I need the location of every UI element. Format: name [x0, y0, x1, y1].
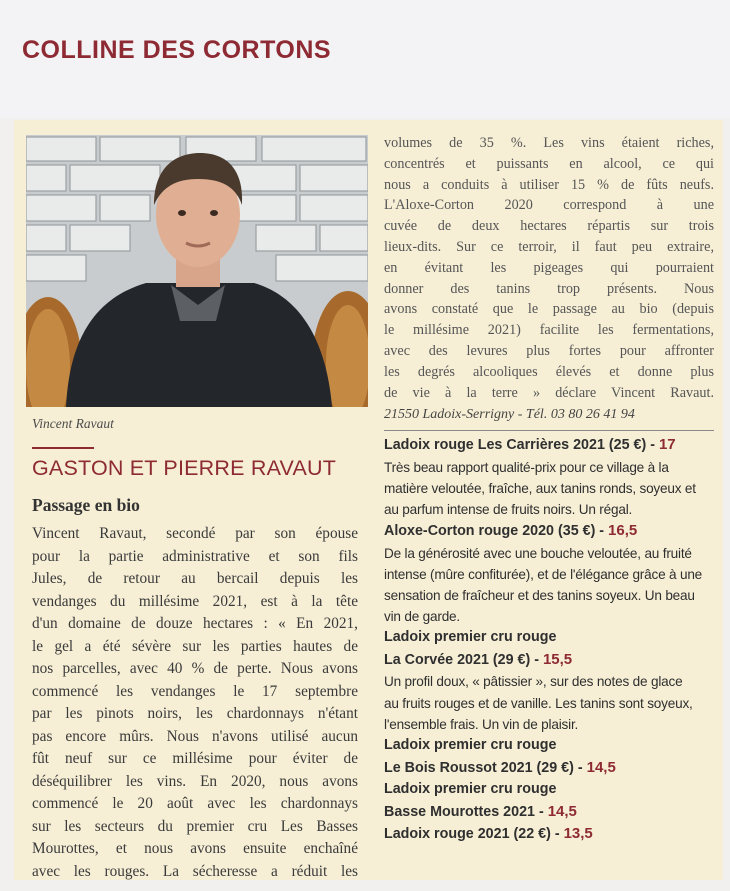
wine-name-text: Aloxe-Corton rouge 2020 (35 €) - [384, 523, 609, 540]
wine-name [384, 520, 716, 543]
body-line: nous a conduits à utiliser 15 % de fûts neufs. [384, 176, 714, 193]
body-line: volumes de 35 %. Les vins étaient riches, [384, 135, 714, 151]
portrait-illustration [26, 135, 368, 407]
contact-line: 21550 Ladoix-Serrigny - Tél. 03 80 26 41 94 [384, 407, 635, 422]
body-line: sur les secteurs du premier cru Les Basses [32, 817, 358, 835]
wine-tasting-note: l'ensemble frais. Un vin de plaisir. [384, 716, 579, 732]
article-body-left [32, 523, 358, 883]
article-body-right [384, 133, 714, 403]
wine-tasting-note: matière veloutée, fraîche, aux tanins ronds, soyeux et [384, 480, 696, 496]
body-line: vendanges du millésime 2021, est à la tête [32, 592, 358, 610]
wine-entry [384, 520, 716, 627]
body-line: fût neuf sur ce millésime pour éviter de [32, 750, 358, 767]
wine-name-text: Ladoix premier cru rouge [384, 737, 557, 754]
body-line: Mourottes, et nous avons ensuite enchaîné [32, 840, 358, 857]
body-line: donner des tanins trop présents. Nous [384, 280, 714, 297]
body-line: commencé les vendanges le 17 septembre [32, 682, 358, 700]
wine-tasting-note: Très beau rapport qualité-prix pour ce village à la [384, 459, 669, 475]
body-line: pour la partie administrative et son fils [32, 547, 358, 565]
body-line: d'un domaine de douze hectares : « En 2021, [32, 615, 358, 632]
wine-score: 16,5 [608, 522, 638, 540]
wine-name-text: Ladoix premier cru rouge [384, 781, 557, 798]
body-line: pas encore mûrs. Nous n'avons utilisé aucun [32, 727, 358, 745]
photo-caption: Vincent Ravaut [32, 416, 114, 431]
wine-name-text: Le Bois Roussot 2021 (29 €) - [384, 759, 587, 776]
body-line: de vie à la terre » déclare Vincent Ravaut. [384, 384, 714, 401]
wine-score: 15,5 [542, 650, 573, 668]
wine-tasting-note: De la générosité avec une bouche veloutée, au fruité [384, 545, 692, 561]
body-line: cuvée de deux hectares répartis sur trois [384, 218, 714, 235]
wine-entry [384, 779, 716, 823]
body-line: avec les rouges. La sécheresse a réduit les [32, 862, 358, 880]
portrait-photo [26, 135, 368, 407]
body-line: avons constaté que le passage au bio (depuis [384, 301, 714, 318]
body-line: en évitant les pigeages qui pourraient [384, 259, 714, 276]
wine-entry [384, 735, 716, 779]
section-title: COLLINE DES CORTONS [22, 36, 332, 64]
wine-tasting-note: au fruits rouges et de vanille. Les tanins sont soyeux, [384, 695, 693, 711]
wine-name [384, 757, 716, 780]
wine-tasting-note: sensation de fraîcheur et des tanins soyeux. Un beau [384, 588, 695, 604]
body-line: le gel a été sévère sur les parties hautes de [32, 637, 358, 655]
wine-name [384, 735, 716, 757]
body-line: L'Aloxe-Corton 2020 correspond à une [384, 197, 714, 214]
wine-name-text: La Corvée 2021 (29 €) - [384, 651, 543, 668]
wine-list [384, 434, 716, 846]
wine-tasting-note: au parfum intense de fruits noirs. Un régal. [384, 501, 633, 517]
body-line: lieux-dits. Sur ce terroir, il faut peu extraire, [384, 238, 714, 255]
divider [384, 430, 714, 431]
wine-tasting-note: vin de garde. [384, 609, 460, 625]
wine-entry [384, 823, 716, 846]
wine-entry [384, 627, 716, 735]
body-line: les degrés alcooliques élevés et donne plus [384, 363, 714, 380]
wine-name [384, 823, 716, 846]
wine-tasting-note: Un profil doux, « pâtissier », sur des notes de glace [384, 674, 683, 690]
wine-name-text: Ladoix rouge 2021 (22 €) - [384, 826, 564, 843]
wine-score: 17 [658, 436, 676, 453]
wine-name [384, 801, 716, 824]
body-line: par les pinots noirs, les chardonnays n'étant [32, 705, 358, 722]
wine-name [384, 434, 716, 457]
wine-tasting-note: intense (mûre confiturée), et de l'élégance grâce à une [384, 566, 703, 582]
accent-rule [32, 447, 94, 449]
article-subtitle: Passage en bio [32, 495, 140, 515]
wine-score: 14,5 [586, 758, 616, 776]
wine-name-text: Ladoix rouge Les Carrières 2021 (25 €) - [384, 437, 659, 453]
wine-name-text: Basse Mourottes 2021 - [384, 803, 548, 820]
wine-name [384, 779, 716, 801]
body-line: nos parcelles, avec 40 % de perte. Nous avons [32, 660, 358, 677]
wine-name-text: Ladoix premier cru rouge [384, 629, 557, 646]
wine-score: 13,5 [563, 825, 593, 843]
producer-name: GASTON ET PIERRE RAVAUT [32, 456, 337, 480]
body-line: Vincent Ravaut, secondé par son épouse [32, 525, 358, 542]
wine-entry [384, 434, 716, 520]
body-line: déséquilibrer les vins. En 2020, nous avons [32, 772, 358, 790]
body-line: commencé le 20 août avec les chardonnays [32, 795, 358, 812]
body-line: avec des levures plus fortes pour affronter [384, 342, 714, 359]
wine-name [384, 627, 716, 649]
wine-name [384, 649, 716, 672]
body-line: le millésime 2021) facilite les fermentations, [384, 322, 714, 339]
body-line: Jules, de retour au bercail depuis les [32, 570, 358, 587]
body-line: concentrés et puissants en alcool, ce qui [384, 155, 714, 172]
wine-score: 14,5 [547, 802, 577, 820]
